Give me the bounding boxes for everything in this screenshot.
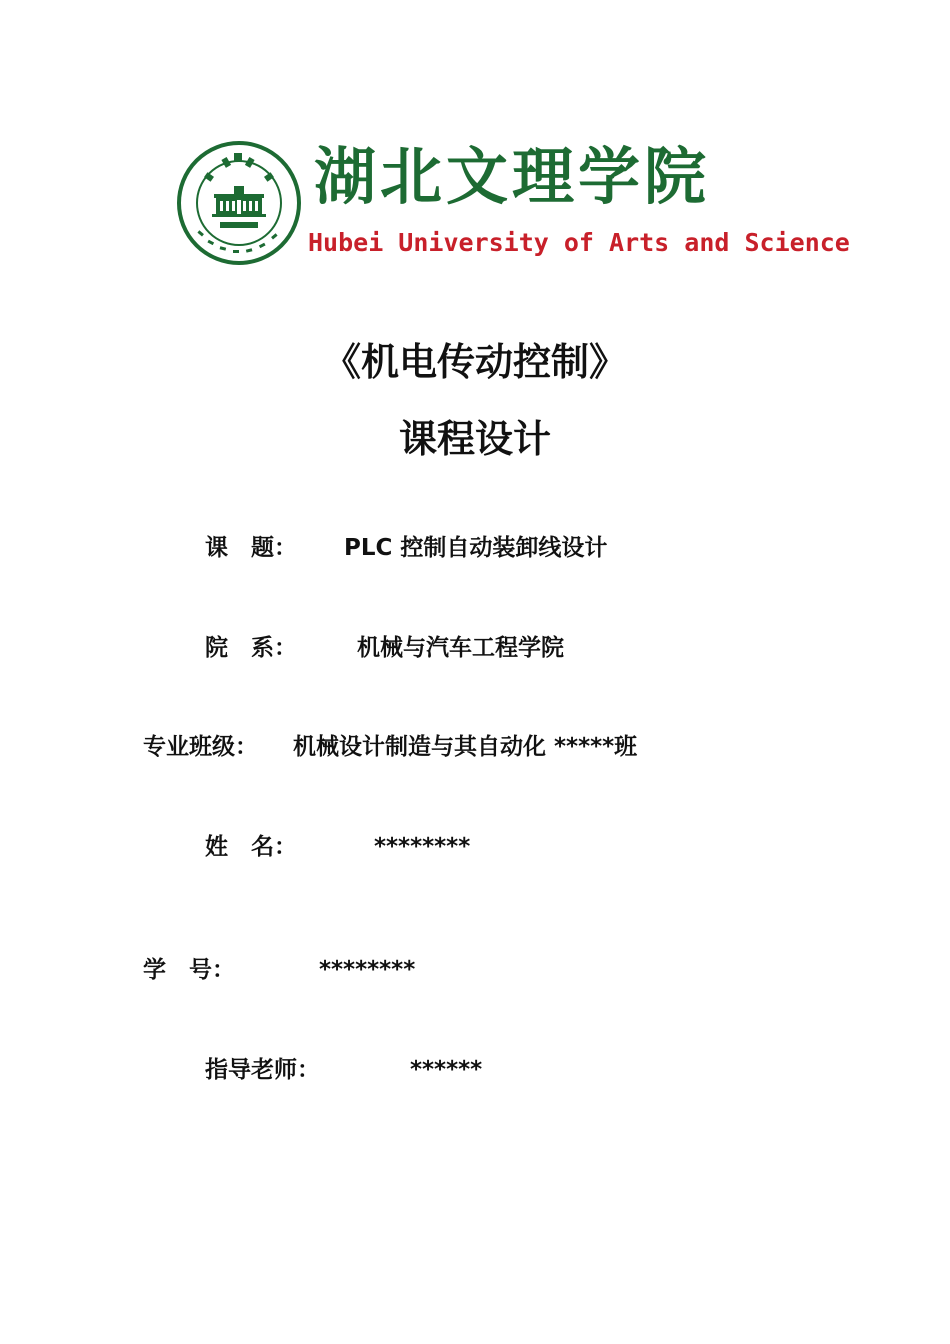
university-name-cn: 湖北文理学院 (314, 140, 711, 213)
student-id-value: ******** (319, 957, 416, 983)
course-subtitle: 课程设计 (398, 417, 551, 461)
topic-value: PLC 控制自动装卸线设计 (344, 535, 608, 561)
university-logo (176, 140, 850, 270)
major-class-value: 机械设计制造与其自动化 *****班 (293, 734, 638, 760)
major-class-label: 专业班级： (143, 734, 258, 760)
name-label: 姓 名： (205, 834, 297, 860)
department-value: 机械与汽车工程学院 (357, 635, 564, 661)
advisor-value: ****** (410, 1057, 483, 1083)
department-label: 院 系： (205, 635, 297, 661)
name-value: ******** (374, 834, 471, 860)
advisor-label: 指导老师： (205, 1057, 320, 1083)
university-seal-icon (176, 140, 302, 266)
university-name-en: Hubei University of Arts and Science (308, 228, 850, 257)
student-id-label: 学 号： (143, 957, 235, 983)
course-title: 《机电传动控制》 (322, 340, 627, 384)
topic-label: 课 题： (205, 535, 297, 561)
